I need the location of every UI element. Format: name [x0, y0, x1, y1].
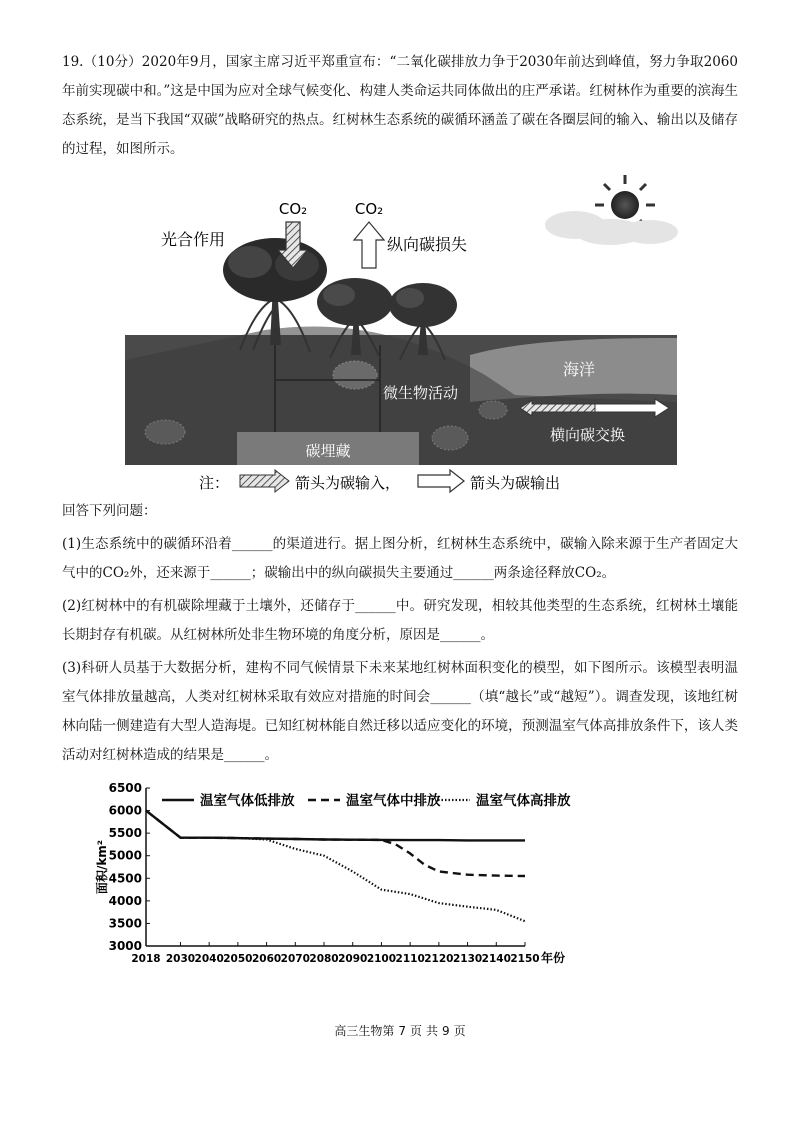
co2-input-label: CO₂ — [278, 200, 308, 218]
mangrove-area-chart — [90, 778, 590, 978]
x-tick-label: 2120 — [424, 953, 454, 965]
y-tick-label: 6000 — [108, 803, 142, 818]
x-tick-label: 2130 — [452, 953, 483, 965]
answer-prompt: 回答下列问题： — [62, 503, 157, 519]
lateral-exchange-label: 横向碳交换 — [550, 426, 626, 444]
y-tick-label: 5000 — [108, 848, 142, 863]
sub-question-1: (1)生态系统中的碳循环沿着______的渠道进行。据上图分析，红树林生态系统中，碳输入除来源于生产者固定大气中的CO₂外，还来源于______；碳输出中的纵向碳损失主要通过______两条途径释放CO₂。 — [62, 536, 738, 581]
carbon-cycle-diagram — [125, 170, 680, 495]
y-tick-label: 4500 — [108, 871, 142, 886]
chart-legend — [162, 792, 571, 809]
sub-question-3: (3)科研人员基于大数据分析，建构不同气候情景下未来某地红树林面积变化的模型，如下图所示。该模型表明温室气体排放量越高，人类对红树林采取有效应对措施的时间会______（填“越长”或“越短”）。调查发现，该地红树林向陆一侧建造有大型人造海堤。已知红树林能自然迁移以适应变化的环境，预测温室气体高排放条件下，该人类活动对红树林造成的结果是______。 — [62, 660, 738, 763]
footer-subject: 高三生物第 — [334, 1024, 395, 1038]
page-footer — [0, 1022, 800, 1039]
x-tick-label: 2090 — [338, 953, 368, 965]
cloud-icon — [545, 211, 678, 245]
question-intro: 19.（10分）2020年9月，国家主席习近平郑重宣布：“二氧化碳排放力争于2030年前达到峰值，努力争取2060年前实现碳中和。”这是中国为应对全球气候变化、构建人类命运共同体做出的庄严承诺。红树林作为重要的滨海生态系统，是当下我国“双碳”战略研究的热点。红树林生态系统的碳循环涵盖了碳在各圈层间的输入、输出以及储存的过程，如图所示。 — [62, 54, 738, 157]
x-tick-label: 2140 — [481, 953, 511, 965]
legend-label-dotted: 温室气体高排放 — [476, 793, 571, 809]
legend-label-dashed: 温室气体中排放 — [346, 793, 441, 809]
x-tick-label: 2060 — [251, 953, 282, 965]
x-tick-label: 2018 — [131, 953, 161, 965]
x-tick-label: 2030 — [165, 953, 196, 965]
x-tick-label: 2050 — [223, 953, 253, 965]
series-line-solid — [146, 811, 525, 841]
x-tick-label: 2070 — [280, 953, 310, 965]
ocean-label: 海洋 — [563, 360, 596, 379]
footer-total-word: 共 — [426, 1024, 439, 1038]
series-line-dotted — [146, 811, 525, 922]
y-tick-label: 4000 — [108, 893, 142, 908]
series-line-dashed — [146, 811, 525, 876]
note-output: 箭头为碳输出 — [470, 474, 561, 492]
co2-output-arrow — [354, 222, 384, 268]
legend-output-arrow — [418, 470, 464, 492]
vertical-loss-label: 纵向碳损失 — [387, 235, 468, 254]
y-tick-label: 5500 — [108, 826, 142, 841]
footer-page-unit: 页 — [409, 1024, 422, 1038]
legend-input-arrow — [240, 470, 289, 492]
x-tick-label: 2100 — [366, 953, 397, 965]
x-tick-label: 2110 — [395, 953, 425, 965]
y-tick-label: 3000 — [108, 939, 142, 953]
x-tick-label: 2040 — [194, 953, 224, 965]
x-tick-label: 2080 — [309, 953, 339, 965]
microbial-label: 微生物活动 — [383, 384, 459, 402]
burial-label: 碳埋藏 — [305, 442, 351, 460]
footer-total: 9 — [442, 1024, 450, 1038]
y-tick-label: 3500 — [108, 916, 142, 931]
note-input: 箭头为碳输入， — [295, 474, 401, 492]
x-tick-label: 2150 — [510, 953, 540, 965]
y-tick-label: 6500 — [108, 781, 142, 795]
footer-page: 7 — [398, 1024, 406, 1038]
x-axis-label: 年份 — [540, 951, 566, 965]
legend-label-solid: 温室气体低排放 — [200, 793, 295, 809]
sub-question-2: (2)红树林中的有机碳除埋藏于土壤外，还储存于______中。研究发现，相较其他类型的生态系统，红树林土壤能长期封存有机碳。从红树林所处非生物环境的角度分析，原因是______。 — [62, 598, 738, 643]
chart-lines — [146, 811, 525, 922]
y-axis-label: 面积/km² — [95, 839, 109, 895]
co2-output-label: CO₂ — [354, 200, 384, 218]
footer-total-unit: 页 — [453, 1024, 466, 1038]
note-prefix: 注： — [199, 474, 230, 492]
photosynthesis-label: 光合作用 — [160, 230, 225, 249]
